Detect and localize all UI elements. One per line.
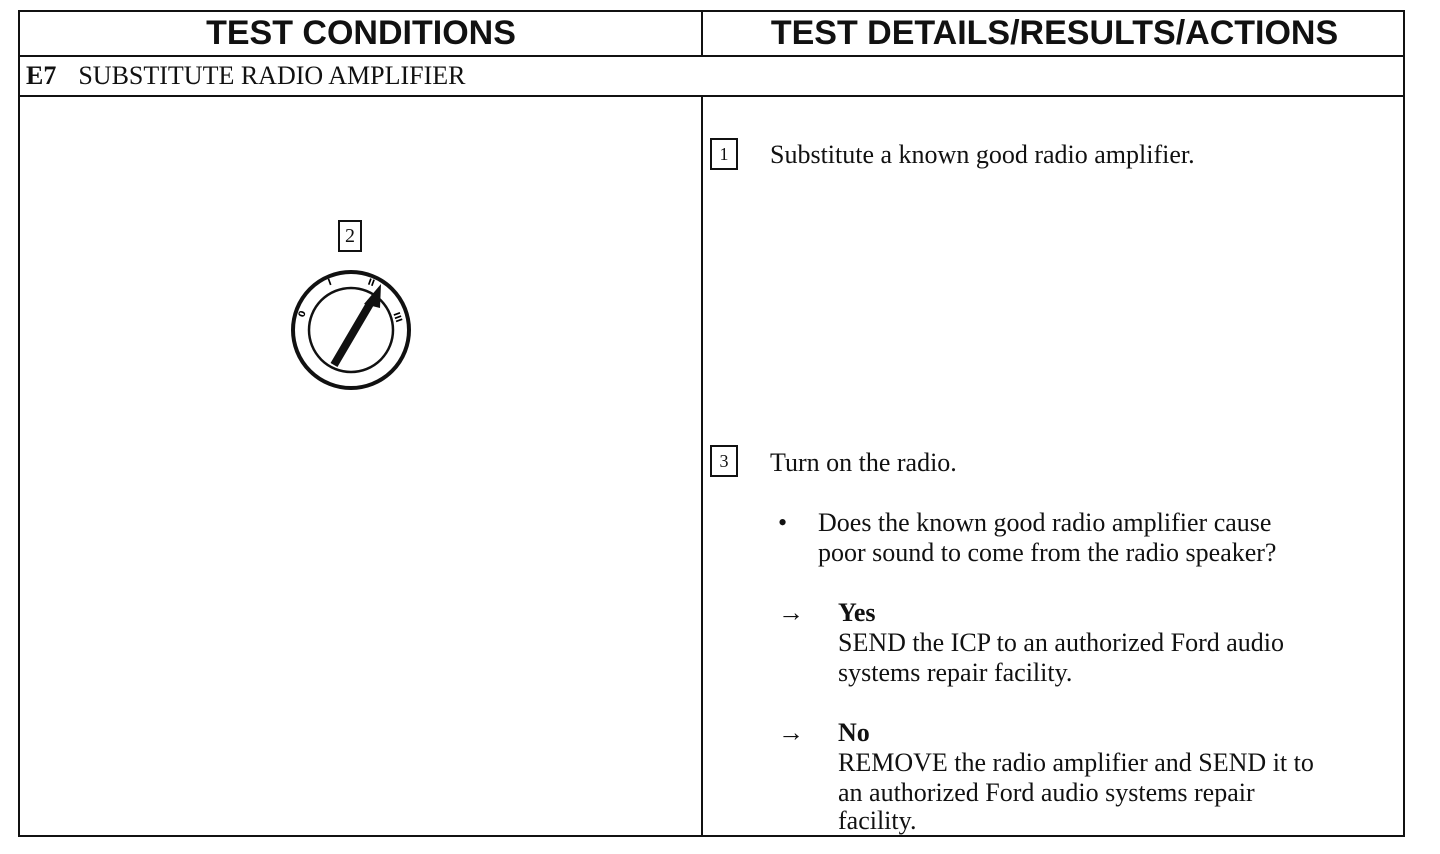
step-box-3: 3 bbox=[710, 445, 738, 477]
dial-mark-3: III bbox=[390, 311, 404, 325]
question-line-1: Does the known good radio amplifier cause bbox=[818, 508, 1272, 537]
dial-mark-1: I bbox=[326, 277, 334, 289]
diagram-step-label: 2 bbox=[338, 220, 362, 252]
dial-pointer-shaft bbox=[334, 302, 371, 365]
yes-arrow: → bbox=[778, 598, 804, 627]
step-box-1: 1 bbox=[710, 138, 738, 170]
no-label: No bbox=[838, 718, 870, 747]
step-3-text: Turn on the radio. bbox=[770, 448, 957, 477]
dial-mark-0: 0 bbox=[297, 309, 309, 319]
section-rule bbox=[20, 95, 1403, 97]
no-arrow: → bbox=[778, 718, 804, 747]
question-line-2: poor sound to come from the radio speaker? bbox=[818, 538, 1277, 567]
no-action-line-3: facility. bbox=[838, 806, 917, 835]
no-action-line-2: an authorized Ford audio systems repair bbox=[838, 778, 1255, 807]
ignition-dial-diagram bbox=[286, 270, 416, 390]
section-title-row bbox=[26, 57, 465, 95]
section-code: E7 bbox=[26, 61, 57, 90]
section-title: SUBSTITUTE RADIO AMPLIFIER bbox=[78, 61, 466, 90]
header-test-conditions: TEST CONDITIONS bbox=[206, 14, 516, 52]
header-divider bbox=[701, 12, 703, 55]
no-action-line-1: REMOVE the radio amplifier and SEND it to bbox=[838, 748, 1314, 777]
question-bullet: • bbox=[778, 508, 788, 537]
header-test-details: TEST DETAILS/RESULTS/ACTIONS bbox=[770, 14, 1339, 52]
test-table bbox=[18, 10, 1405, 837]
yes-label: Yes bbox=[838, 598, 876, 627]
yes-action-line-2: systems repair facility. bbox=[838, 658, 1073, 687]
dial-mark-2: II bbox=[366, 277, 376, 290]
step-1-text: Substitute a known good radio amplifier. bbox=[770, 140, 1195, 169]
column-divider bbox=[701, 97, 703, 835]
yes-action-line-1: SEND the ICP to an authorized Ford audio bbox=[838, 628, 1285, 657]
